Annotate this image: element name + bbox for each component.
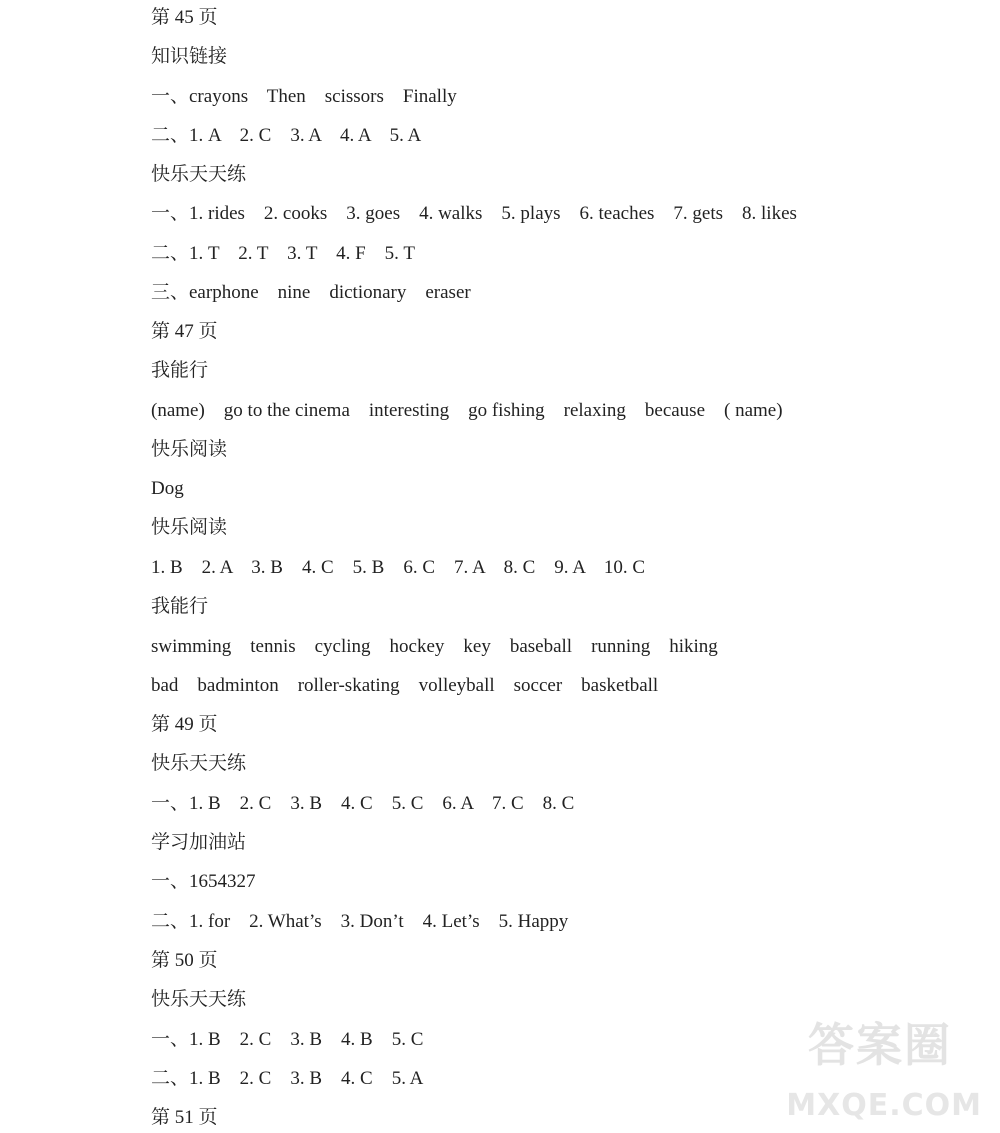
answer-line: swimming tennis cycling hockey key baseball running hiking [151,636,718,657]
answer-line: 一、1. rides 2. cooks 3. goes 4. walks 5. plays 6. teaches 7. gets 8. likes [151,203,797,224]
section-heading: 学习加油站 [151,832,247,853]
answer-line: bad badminton roller-skating volleyball soccer basketball [151,675,659,696]
site-watermark [786,1009,982,1129]
answer-line: 一、crayons Then scissors Finally [151,86,457,107]
page-heading-49: 第 49 页 [151,714,218,735]
answer-line: 二、1. B 2. C 3. B 4. C 5. A [151,1068,424,1089]
section-heading: 我能行 [151,596,209,617]
page-heading-50: 第 50 页 [151,950,218,971]
section-heading: 知识链接 [151,46,228,67]
answer-line: 一、1. B 2. C 3. B 4. C 5. C 6. A 7. C 8. C [151,793,575,814]
page-heading-47: 第 47 页 [151,321,218,342]
section-heading: 快乐天天练 [151,164,247,185]
answer-line: 二、1. T 2. T 3. T 4. F 5. T [151,243,415,264]
answer-line: 二、1. A 2. C 3. A 4. A 5. A [151,125,422,146]
section-heading: 快乐阅读 [151,439,228,460]
section-heading: 快乐天天练 [151,989,247,1010]
answer-line: (name) go to the cinema interesting go fishing relaxing because ( name) [151,400,783,421]
answer-line: 三、earphone nine dictionary eraser [151,282,471,303]
answer-line: 二、1. for 2. What’s 3. Don’t 4. Let’s 5. Happy [151,911,569,932]
section-heading: 快乐阅读 [151,517,228,538]
watermark-logo-text: 答案圈 [808,1018,952,1072]
watermark-url-text: MXQE.COM [786,1088,982,1123]
answer-line: 1. B 2. A 3. B 4. C 5. B 6. C 7. A 8. C 9. A 10. C [151,557,646,578]
answer-line: 一、1654327 [151,871,256,892]
answer-line: 一、1. B 2. C 3. B 4. B 5. C [151,1029,424,1050]
section-heading: 我能行 [151,360,209,381]
answer-line: Dog [151,478,184,499]
page-heading-45: 第 45 页 [151,7,218,28]
section-heading: 快乐天天练 [151,753,247,774]
page-heading-51: 第 51 页 [151,1107,218,1128]
